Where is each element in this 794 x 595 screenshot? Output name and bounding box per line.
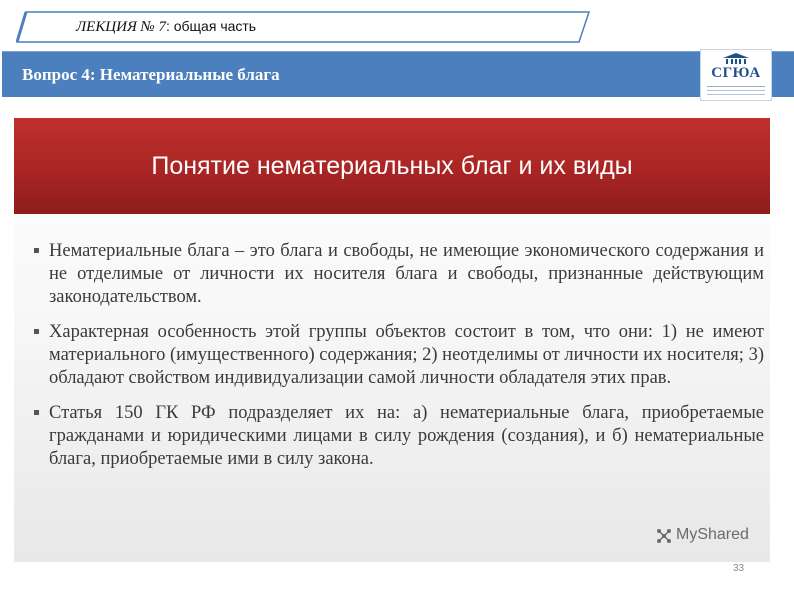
lecture-suffix: : общая часть xyxy=(165,18,257,34)
bullet-item xyxy=(34,402,764,471)
bullet-list xyxy=(34,240,764,483)
bullet-marker xyxy=(34,410,39,415)
bullet-text: Характерная особенность этой группы объектов состоит в том, что они: 1) не имеют материального (имущественного) содержания; 2) неотделимы от личности их носителя; 3) обладают свойством индивидуализации самой личности обладателя этих прав. xyxy=(49,322,764,388)
watermark-text: MyShared xyxy=(676,526,749,543)
lecture-tab xyxy=(16,11,588,41)
question-title: Вопрос 4: Нематериальные блага xyxy=(22,65,280,84)
slide-header xyxy=(14,118,770,214)
bullet-item xyxy=(34,321,764,390)
university-logo xyxy=(700,49,772,101)
share-icon xyxy=(656,528,672,544)
bullet-item xyxy=(34,240,764,309)
lecture-title xyxy=(76,18,256,36)
bullet-marker xyxy=(34,248,39,253)
question-banner xyxy=(2,51,794,97)
logo-subtitle-lines xyxy=(707,86,765,95)
slide-content xyxy=(14,118,770,562)
bullet-text: Нематериальные блага – это блага и свободы, не имеющие экономического содержания и не отделимые от личности их носителя блага и свободы, признанные действующим законодательством. xyxy=(49,241,764,307)
lecture-label: ЛЕКЦИЯ № 7 xyxy=(76,19,166,35)
bullet-text: Статья 150 ГК РФ подразделяет их на: а) нематериальные блага, приобретаемые гражданами и юридическими лицами в силу рождения (создания), и б) нематериальные блага, приобретаемые ими в силу закона. xyxy=(49,403,764,469)
logo-text: СГЮА xyxy=(711,65,761,81)
slide-heading: Понятие нематериальных благ и их виды xyxy=(151,152,633,180)
building-icon xyxy=(723,53,749,65)
bullet-marker xyxy=(34,329,39,334)
page-number: 33 xyxy=(733,563,745,574)
